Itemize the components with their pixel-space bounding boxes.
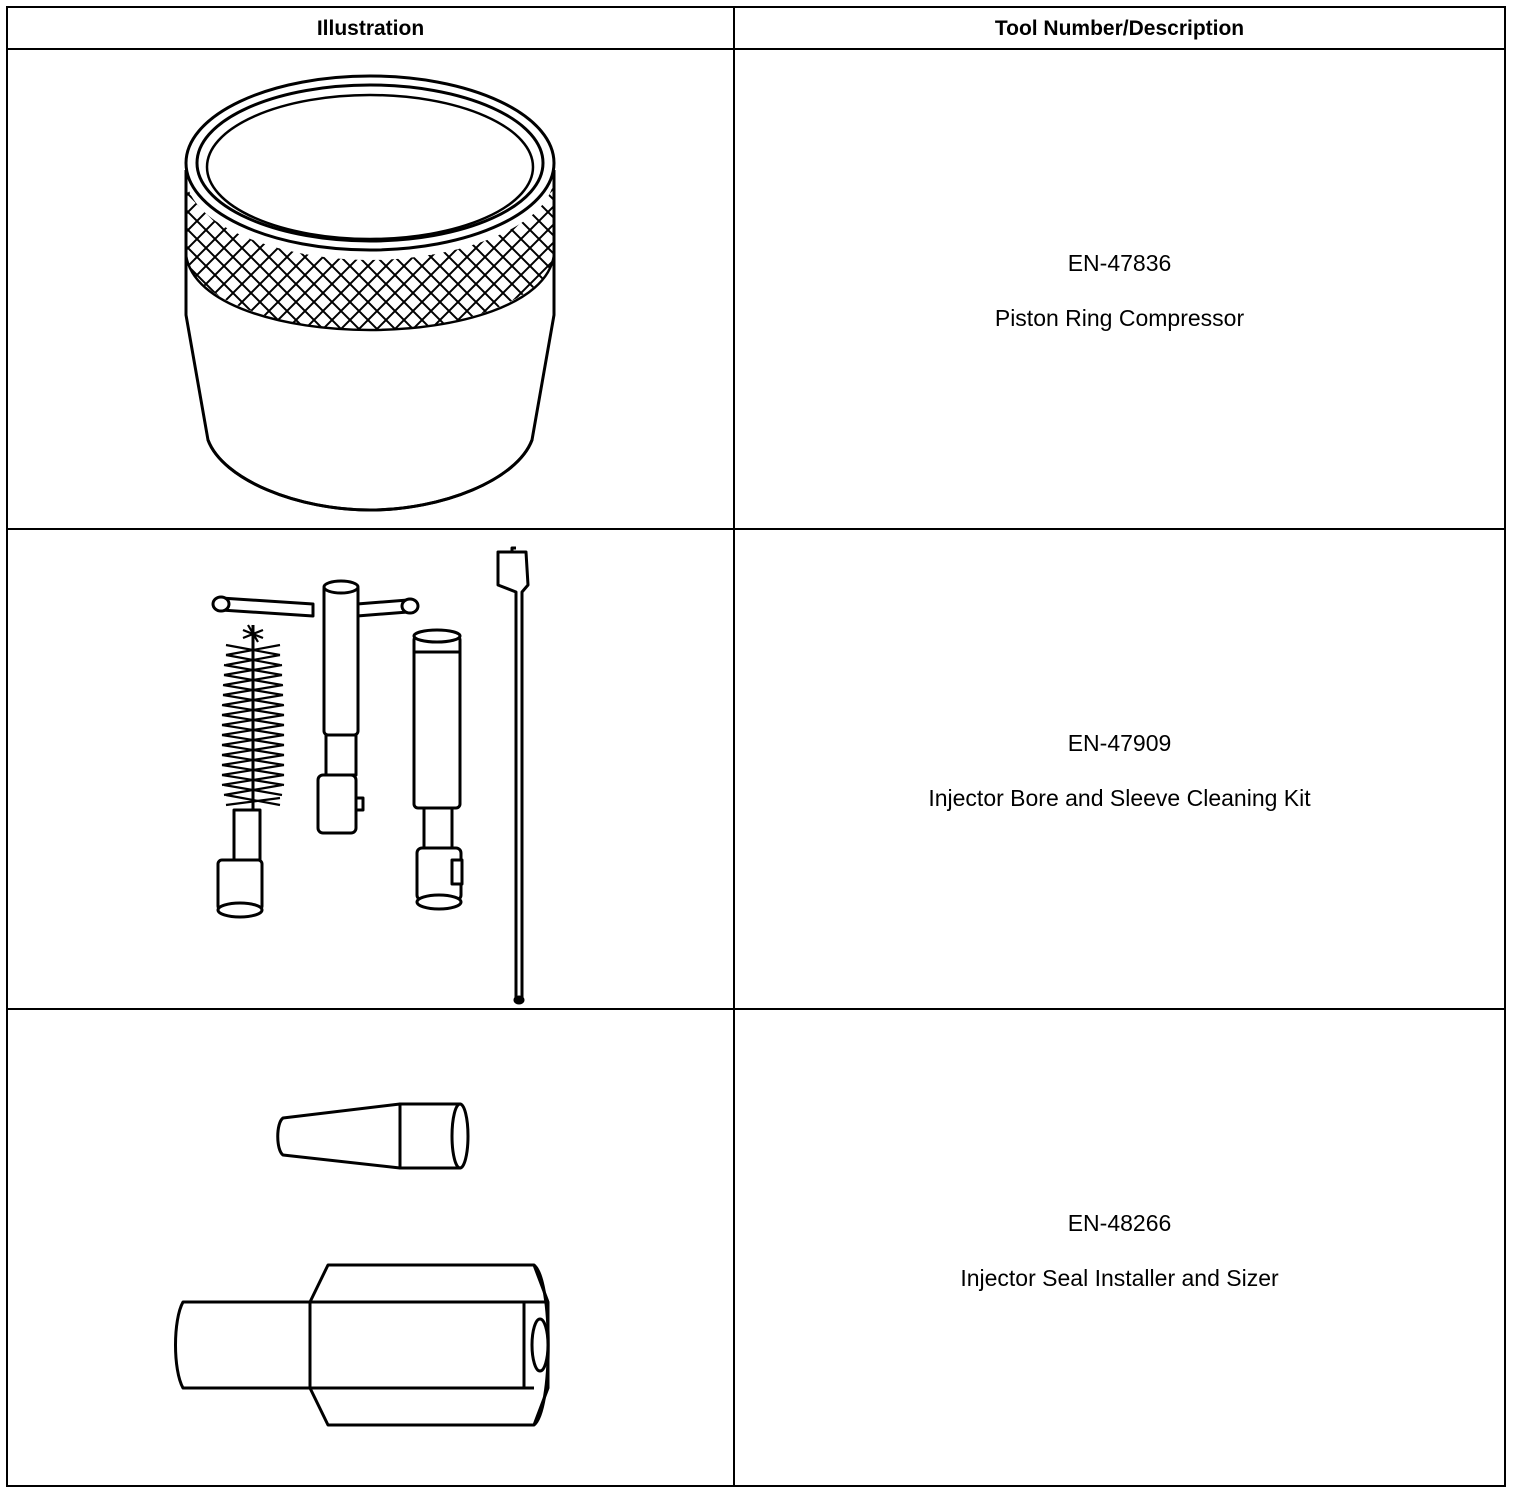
cleaning-rod-icon bbox=[498, 548, 528, 1003]
wire-brush-icon bbox=[218, 625, 284, 917]
cleaning-kit-icon bbox=[8, 530, 733, 1010]
tool-name: Injector Bore and Sleeve Cleaning Kit bbox=[928, 785, 1311, 811]
tool-number: EN-47836 bbox=[1067, 250, 1172, 276]
header-illustration: Illustration bbox=[316, 17, 425, 40]
table-row bbox=[8, 530, 1504, 1010]
seal-installer-body-icon bbox=[176, 1265, 549, 1425]
table-row bbox=[8, 50, 1504, 530]
description-cell bbox=[735, 1010, 1504, 1485]
description-cell bbox=[735, 50, 1504, 528]
illustration-cell bbox=[8, 50, 733, 528]
seal-installer-icon bbox=[8, 1010, 733, 1485]
header-tool-description: Tool Number/Description bbox=[994, 17, 1245, 40]
t-handle-icon bbox=[213, 581, 418, 833]
tool-name: Injector Seal Installer and Sizer bbox=[960, 1265, 1279, 1291]
sleeve-tool-icon bbox=[414, 630, 462, 909]
illustration-cell bbox=[8, 530, 733, 1008]
tool-table bbox=[6, 6, 1506, 1487]
illustration-cell bbox=[8, 1010, 733, 1485]
description-cell bbox=[735, 530, 1504, 1008]
piston-ring-compressor-icon bbox=[8, 50, 733, 530]
tool-name: Piston Ring Compressor bbox=[994, 305, 1245, 331]
table-header bbox=[8, 8, 1504, 50]
tapered-sizer-icon bbox=[278, 1104, 468, 1168]
tool-number: EN-47909 bbox=[1067, 730, 1172, 756]
table-row bbox=[8, 1010, 1504, 1485]
tool-number: EN-48266 bbox=[1067, 1210, 1172, 1236]
